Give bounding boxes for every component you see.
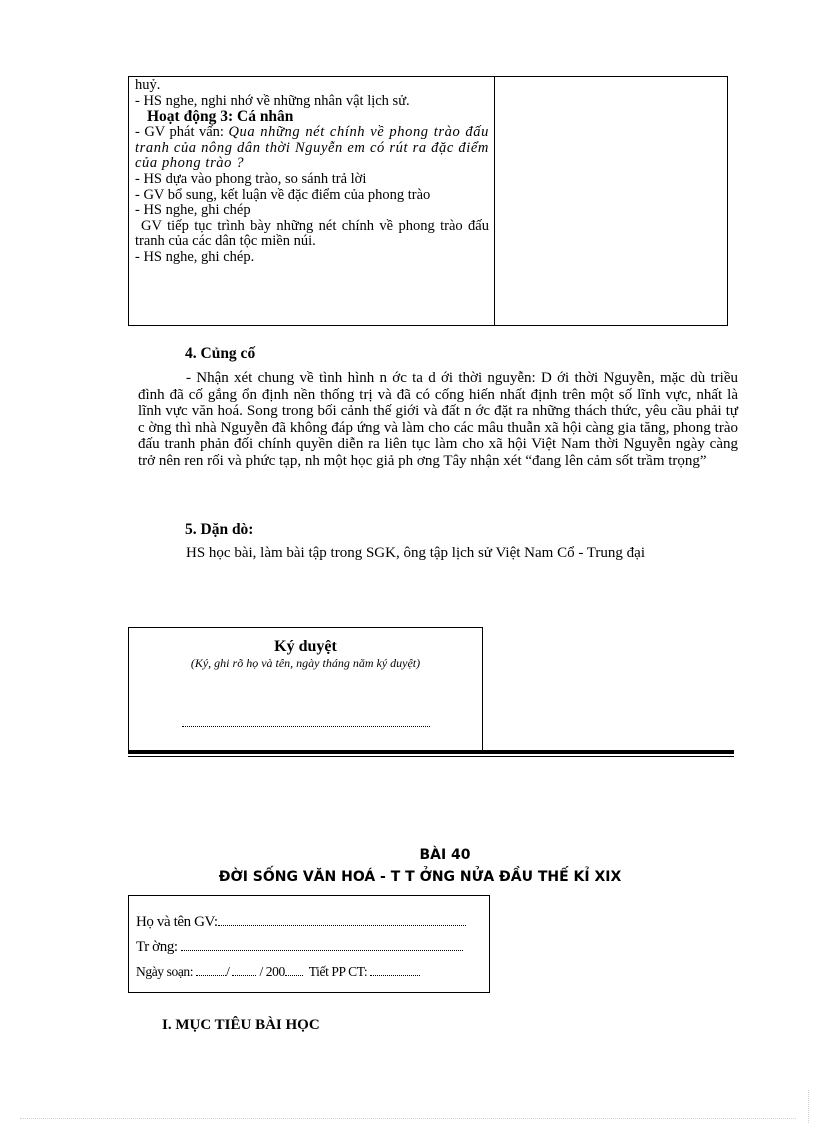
table-left-cell — [135, 78, 489, 266]
table-line-question: Qua những nét chính về phong trào đấu tranh của nông dân thời Nguyễn em có rút ra đặc điểm của phong trào ? — [135, 124, 489, 172]
table-line: - HS nghe, ghi chép — [135, 202, 251, 219]
date-month-field[interactable] — [232, 974, 256, 976]
page-footer-border — [20, 1118, 796, 1119]
signature-line — [182, 726, 430, 727]
lesson-number: BÀI 40 — [419, 847, 471, 863]
school-field[interactable] — [181, 949, 463, 951]
activity-heading: Hoạt động 3: Cá nhân — [147, 108, 294, 126]
date-label: Ngày soạn: — [136, 964, 194, 979]
section-4-body: - Nhận xét chung về tình hình n ớc ta d ới thời nguyễn: D ới thời Nguyễn, mặc dù triều đình đã cố gắng ổn định nền thống trị và đã có cống hiến nhất định trên một số lĩnh vực, nhất là lĩnh vực văn hoá. Song trong bối cảnh thế giới và đất n ớc đặt ra những thách thức, yêu cầu phải tự c ờng thì nhà Nguyễn đã không đáp ứng và làm cho các mâu thuẫn xã hội càng gia tăng, phong trào đấu tranh phản đối chính quyền diễn ra liên tục làm cho xã hội Việt Nam thời Nguyễn ngày càng trở nên ren rối và phức tạp, nh một học giả ph ơng Tây nhận xét “đang lên cảm sốt trầm trọng” — [138, 370, 738, 469]
lesson-activity-table — [128, 76, 728, 326]
table-line-lead: - GV phát vấn: — [135, 124, 229, 141]
section-I-title: I. MỤC TIÊU BÀI HỌC — [162, 1017, 320, 1033]
table-line: GV tiếp tục trình bày những nét chính về phong trào đấu tranh của các dân tộc miền núi. — [135, 217, 489, 250]
approval-subtitle: (Ký, ghi rõ họ và tên, ngày tháng năm ký duyệt) — [190, 656, 421, 670]
date-sep-1: / — [226, 964, 230, 979]
date-row — [136, 964, 420, 980]
period-field[interactable] — [370, 974, 420, 976]
period-label: Tiết PP CT: — [308, 964, 368, 979]
table-line: - HS nghe, ghi chép. — [135, 248, 255, 265]
teacher-name-row — [136, 914, 466, 931]
school-row — [136, 939, 463, 956]
table-line: huỷ. — [135, 77, 161, 93]
table-line — [135, 125, 489, 172]
date-sep-2: / 200 — [259, 964, 285, 979]
section-5-body: HS học bài, làm bài tập trong SGK, ông tập lịch sử Việt Nam Cổ - Trung đại — [186, 545, 646, 561]
school-label: Tr ờng: — [136, 939, 178, 955]
table-line: - HS dựa vào phong trào, so sánh trả lời — [135, 170, 367, 187]
lesson-title: ĐỜI SỐNG VĂN HOÁ - T T ỞNG NỬA ĐẦU THẾ KỈ XIX — [218, 869, 622, 885]
approval-title: Ký duyệt — [274, 638, 337, 655]
page-right-border — [808, 1090, 810, 1123]
table-line: - HS nghe, nghi nhớ về những nhân vật lịch sử. — [135, 92, 410, 109]
section-4-title: 4. Củng cố — [185, 345, 256, 362]
page-rule-thin — [128, 756, 734, 757]
teacher-name-label: Họ và tên GV: — [136, 914, 218, 930]
page-rule-thick — [128, 750, 734, 754]
date-year-field[interactable] — [285, 974, 303, 976]
teacher-info-box — [128, 895, 490, 993]
table-line: - GV bổ sung, kết luận về đặc điểm của phong trào — [135, 186, 431, 203]
table-column-divider — [494, 77, 495, 325]
date-day-field[interactable] — [196, 974, 226, 976]
teacher-name-field[interactable] — [218, 924, 466, 926]
approval-box — [128, 627, 483, 751]
section-5-title: 5. Dặn dò: — [185, 521, 254, 538]
